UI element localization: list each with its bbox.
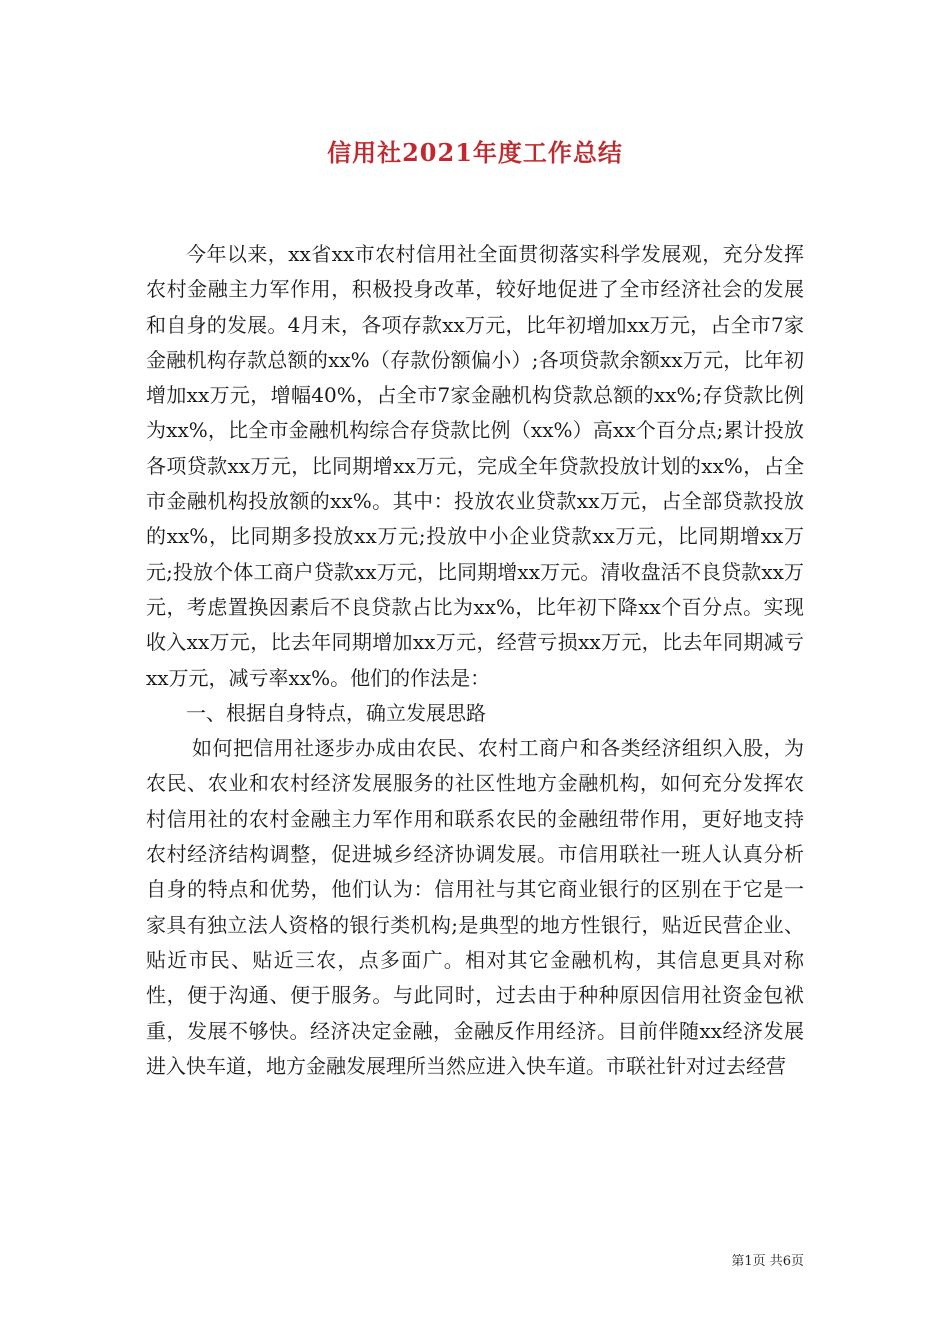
paragraph-section-1: 如何把信用社逐步办成由农民、农村工商户和各类经济组织入股，为农民、农业和农村经济发展服务的社区性地方金融机构，如何充分发挥农村信用社的农村金融主力军作用和联系农民的金融纽带作用，更好地支持农村经济结构调整，促进城乡经济协调发展。市信用联社一班人认真分析自身的特点和优势，他们认为：信用社与其它商业银行的区别在于它是一家具有独立法人资格的银行类机构;是典型的地方性银行，贴近民营企业、贴近市民、贴近三农，点多面广。相对其它金融机构，其信息更具对称性，便于沟通、便于服务。与此同时，过去由于种种原因信用社资金包袱重，发展不够快。经济决定金融，金融反作用经济。目前伴随xx经济发展进入快车道，地方金融发展理所当然应进入快车道。市联社针对过去经营 [146, 736, 804, 1078]
paragraph-intro: 今年以来，xx省xx市农村信用社全面贯彻落实科学发展观，充分发挥农村金融主力军作用，积极投身改革，较好地促进了全市经济社会的发展和自身的发展。4月末，各项存款xx万元，比年初增加xx万元，占全市7家金融机构存款总额的xx%（存款份额偏小）;各项贷款余额xx万元，比年初增加xx万元，增幅40%，占全市7家金融机构贷款总额的xx%;存贷款比例为xx%，比全市金融机构综合存贷款比例（xx%）高xx个百分点;累计投放各项贷款xx万元，比同期增xx万元，完成全年贷款投放计划的xx%，占全市金融机构投放额的xx%。其中：投放农业贷款xx万元，占全部贷款投放的xx%，比同期多投放xx万元;投放中小企业贷款xx万元，比同期增xx万元;投放个体工商户贷款xx万元，比同期增xx万元。清收盘活不良贷款xx万元，考虑置换因素后不良贷款占比为xx%，比年初下降xx个百分点。实现收入xx万元，比去年同期增加xx万元，经营亏损xx万元，比去年同期减亏xx万元，减亏率xx%。他们的作法是： [146, 242, 804, 690]
document-body [146, 237, 804, 1084]
page-number-footer: 第1页 共6页 [731, 1254, 804, 1269]
document-title: 信用社2021年度工作总结 [327, 138, 623, 167]
section-heading-1: 一、根据自身特点，确立发展思路 [186, 700, 486, 725]
